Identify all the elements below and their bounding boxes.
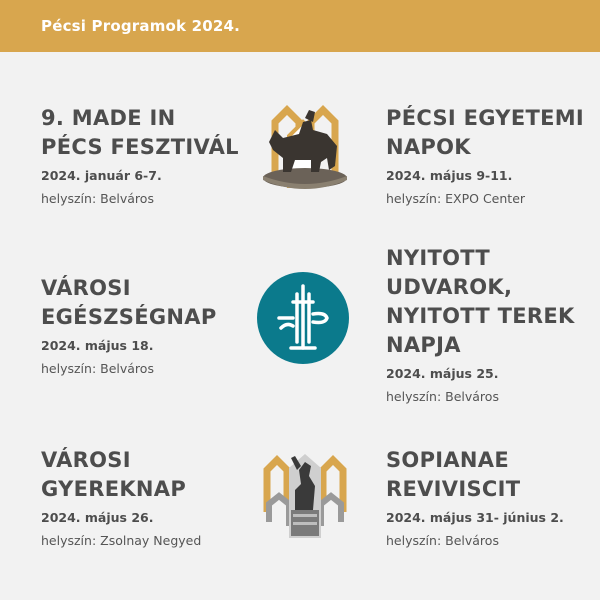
event-date: 2024. május 26.: [41, 510, 154, 525]
zsolnay-bull-statue-icon: [255, 100, 355, 190]
event-date: 2024. május 18.: [41, 338, 154, 353]
event-title: VÁROSI GYEREKNAP: [41, 448, 187, 501]
event-title: 9. MADE IN PÉCS FESZTIVÁL: [41, 106, 239, 159]
event-place: helyszín: Zsolnay Negyed: [41, 533, 202, 548]
event-title: SOPIANAE REVIVISCIT: [386, 448, 521, 501]
event-gyereknap: [41, 446, 256, 548]
event-place: helyszín: Belváros: [41, 191, 154, 206]
event-title: VÁROSI EGÉSZSÉGNAP: [41, 276, 217, 329]
event-date: 2024. május 25.: [386, 366, 499, 381]
event-egeszsegnap: [41, 274, 256, 376]
event-place: helyszín: Belváros: [386, 389, 499, 404]
event-egyetemi-napok: [386, 104, 600, 206]
tv-tower-logo-icon: [257, 272, 349, 364]
page-title: Pécsi Programok 2024.: [41, 17, 241, 35]
event-sopianae: [386, 446, 600, 548]
event-place: helyszín: Belváros: [41, 361, 154, 376]
event-nyitott-udvarok: [386, 244, 600, 404]
event-title: PÉCSI EGYETEMI NAPOK: [386, 106, 585, 159]
header-bar: [0, 0, 600, 52]
event-date: 2024. május 31- június 2.: [386, 510, 564, 525]
event-date: 2024. január 6-7.: [41, 168, 162, 183]
event-place: helyszín: EXPO Center: [386, 191, 526, 206]
event-place: helyszín: Belváros: [386, 533, 499, 548]
knight-statue-icon: [255, 440, 355, 540]
event-title: NYITOTT UDVAROK, NYITOTT TEREK NAPJA: [386, 246, 575, 357]
event-made-in-pecs: [41, 104, 256, 206]
event-date: 2024. május 9-11.: [386, 168, 513, 183]
